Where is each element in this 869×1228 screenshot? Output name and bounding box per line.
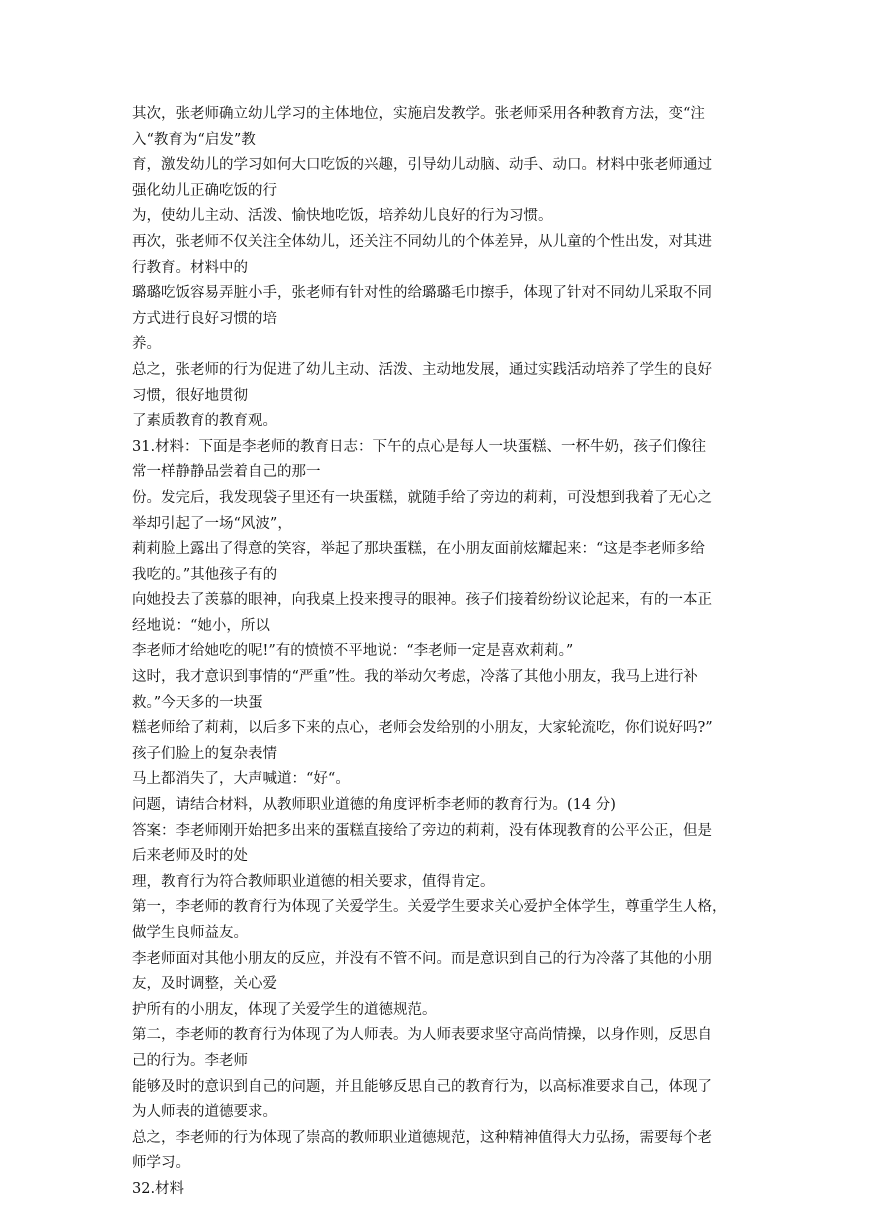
question-32-heading: 32.材料 <box>132 1180 185 1197</box>
text-line: 第二，李老师的教育行为体现了为人师表。为人师表要求坚守高尚情操，以身作则，反思自 <box>132 1027 712 1044</box>
text-line: 其次，张老师确立幼儿学习的主体地位，实施启发教学。张老师采用各种教育方法，变“注 <box>132 106 705 122</box>
text-line: 份。发完后，我发现袋子里还有一块蛋糕，就随手给了旁边的莉莉，可没想到我着了无心之 <box>132 489 712 506</box>
text-line: 为人师表的道德要求。 <box>132 1104 277 1121</box>
text-line: 做学生良师益友。 <box>132 925 248 941</box>
text-line: 马上都消失了，大声喊道：“好“。 <box>132 771 350 788</box>
text-line: 能够及时的意识到自己的问题，并且能够反思自己的教育行为，以高标准要求自己，体现了 <box>132 1078 712 1095</box>
answer-start: 答案：李老师刚开始把多出来的蛋糕直接给了旁边的莉莉，没有体现教育的公平公正，但是 <box>132 822 712 839</box>
text-line: 璐璐吃饭容易弄脏小手，张老师有针对性的给璐璐毛巾擦手，体现了针对不同幼儿采取不同 <box>132 285 712 302</box>
text-line: 这时，我才意识到事情的“严重”性。我的举动欠考虑，冷落了其他小朋友，我马上进行补 <box>132 669 698 686</box>
text-line: 向她投去了羡慕的眼神，向我桌上投来搜寻的眼神。孩子们接着纷纷议论起来，有的一本正 <box>132 592 712 609</box>
text-line: 了素质教育的教育观。 <box>132 413 277 430</box>
text-line: 师学习。 <box>132 1155 190 1172</box>
text-line: 习惯，很好地贯彻 <box>132 387 248 404</box>
question-31-heading: 31.材料：下面是李老师的教育日志：下午的点心是每人一块蛋糕、一杯牛奶，孩子们像往 <box>132 438 707 455</box>
text-line: 举却引起了一场“风波”， <box>132 515 292 532</box>
text-line: 方式进行良好习惯的培 <box>132 310 277 327</box>
text-line: 总之，张老师的行为促进了幼儿主动、活泼、主动地发展，通过实践活动培养了学生的良好 <box>132 361 712 378</box>
text-line: 孩子们脸上的复杂表情 <box>132 745 277 762</box>
text-line: 养。 <box>132 336 161 353</box>
text-line: 强化幼儿正确吃饭的行 <box>132 182 277 199</box>
text-line: 糕老师给了莉莉，以后多下来的点心，老师会发给别的小朋友，大家轮流吃，你们说好吗?” <box>132 720 713 737</box>
text-line: 莉莉脸上露出了得意的笑容，举起了那块蛋糕，在小朋友面前炫耀起来：“这是李老师多给 <box>132 541 705 558</box>
text-line: 李老师面对其他小朋友的反应，并没有不管不问。而是意识到自己的行为冷落了其他的小朋 <box>132 950 712 967</box>
text-line: 常一样静静品尝着自己的那一 <box>132 464 321 481</box>
text-line: 李老师才给她吃的呢!”有的愤愤不平地说：“李老师一定是喜欢莉莉。” <box>132 643 574 660</box>
text-line: 育，激发幼儿的学习如何大口吃饭的兴趣，引导幼儿动脑、动手、动口。材料中张老师通过 <box>132 157 712 174</box>
text-line: 我吃的。”其他孩子有的 <box>132 566 278 583</box>
document-page <box>132 102 742 1203</box>
text-line: 护所有的小朋友，体现了关爱学生的道德规范。 <box>132 1001 437 1018</box>
text-line: 理，教育行为符合教师职业道德的相关要求，值得肯定。 <box>132 873 495 890</box>
question-prompt: 问题，请结合材料，从教师职业道德的角度评析李老师的教育行为。(14 分) <box>132 797 616 814</box>
text-line: 总之，李老师的行为体现了崇高的教师职业道德规范，这种精神值得大力弘扬，需要每个老 <box>132 1129 712 1146</box>
text-line: 友，及时调整，关心爱 <box>132 976 277 993</box>
text-line: 入“教育为“启发”教 <box>132 131 256 148</box>
text-line: 行教育。材料中的 <box>132 259 248 276</box>
text-line: 再次，张老师不仅关注全体幼儿，还关注不同幼儿的个体差异，从儿童的个性出发，对其进 <box>132 233 712 250</box>
text-line: 己的行为。李老师 <box>132 1052 248 1069</box>
text-line: 为，使幼儿主动、活泼、愉快地吃饭，培养幼儿良好的行为习惯。 <box>132 208 553 225</box>
text-line: 后来老师及时的处 <box>132 848 248 865</box>
text-line: 经地说：“她小，所以 <box>132 617 270 634</box>
text-line: 救。”今天多的一块蛋 <box>132 694 263 711</box>
text-line: 第一，李老师的教育行为体现了关爱学生。关爱学生要求关心爱护全体学生，尊重学生人格， <box>132 899 727 916</box>
